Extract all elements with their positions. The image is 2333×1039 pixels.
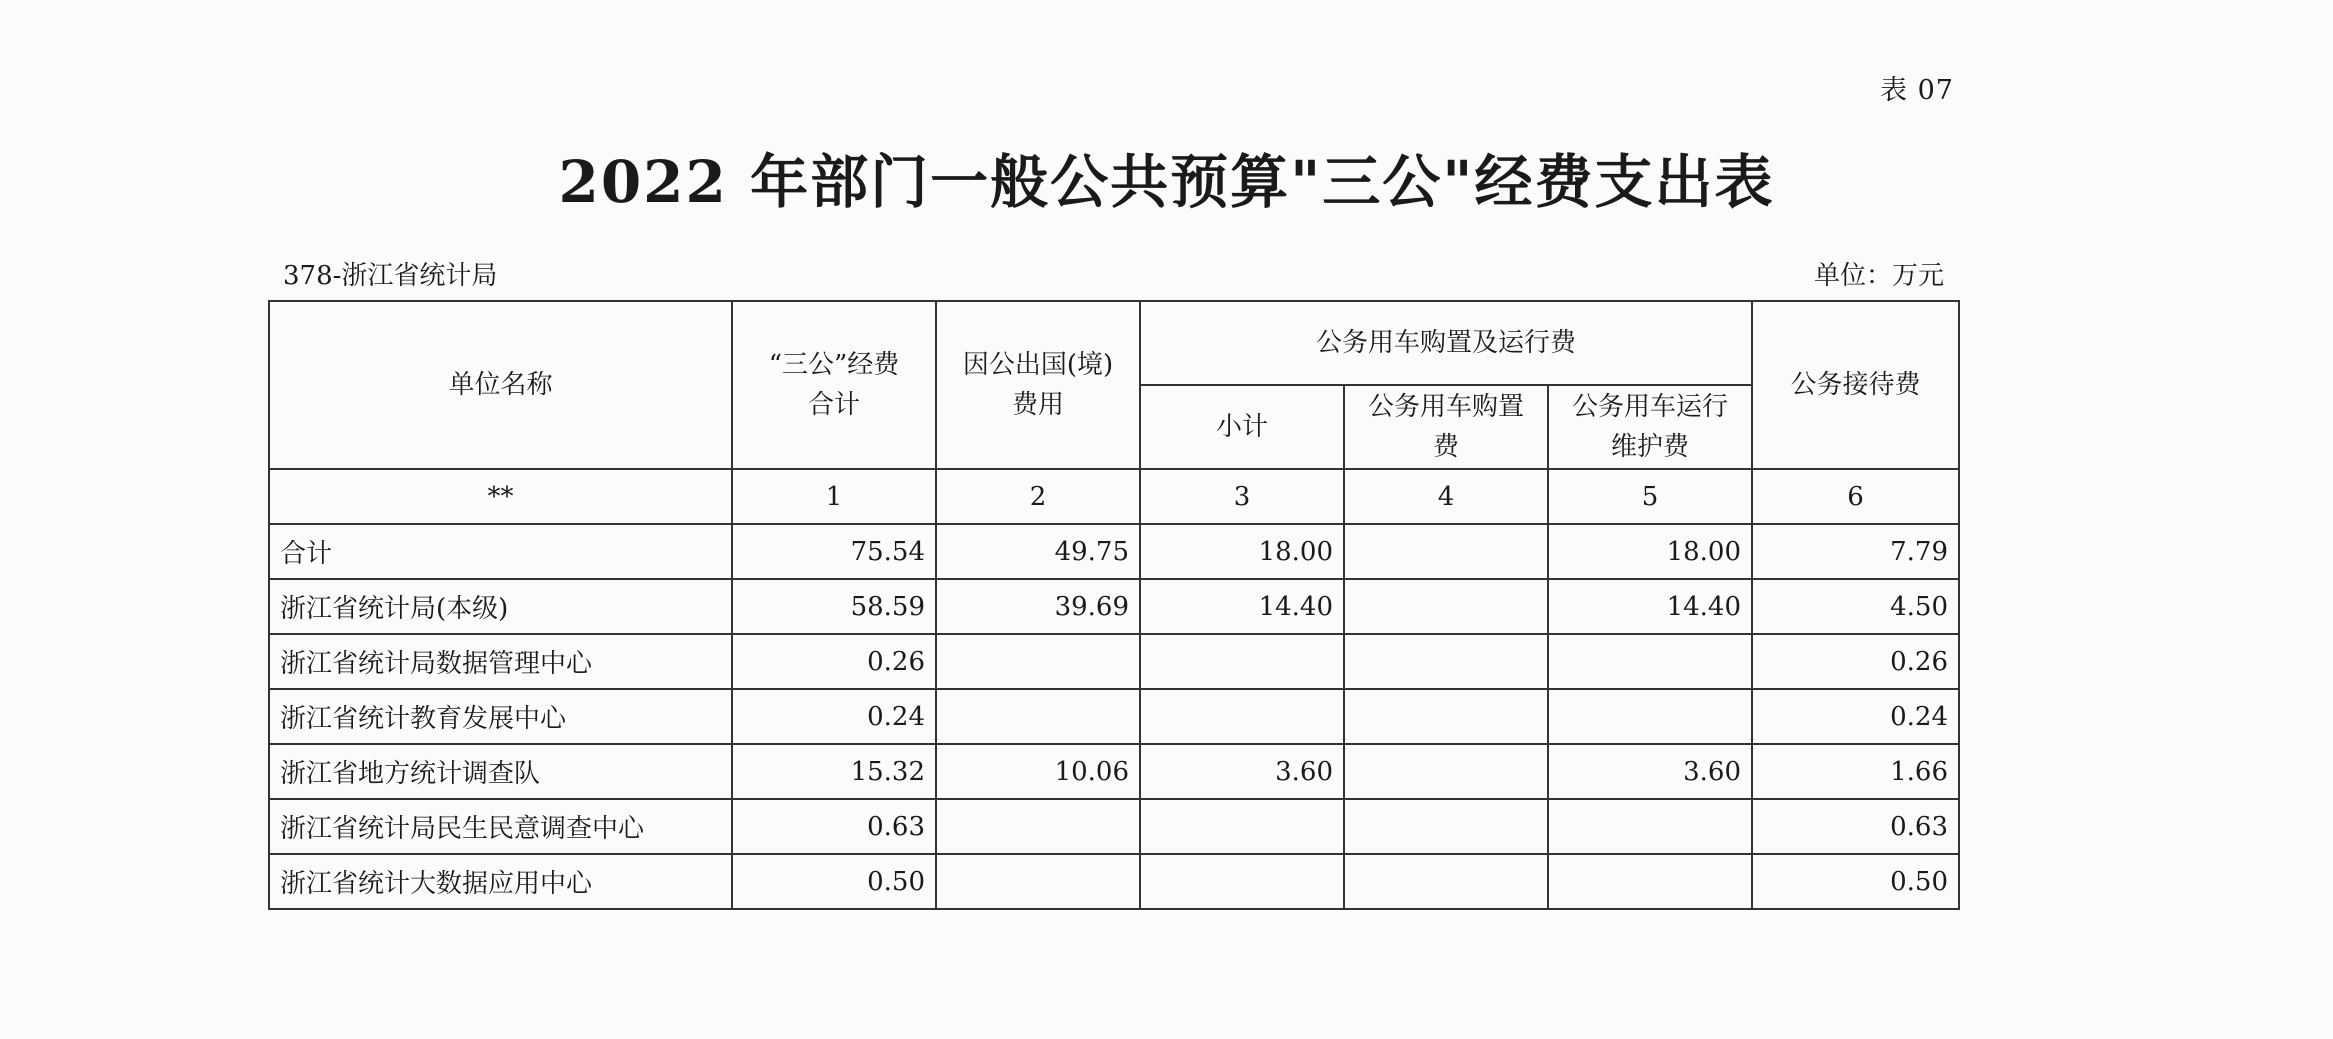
index-cell: 6: [1752, 469, 1959, 524]
abroad-cell: 10.06: [936, 744, 1140, 799]
subtotal-cell: [1140, 689, 1344, 744]
purchase-cell: [1344, 524, 1548, 579]
subtotal-cell: [1140, 854, 1344, 909]
index-cell: 5: [1548, 469, 1752, 524]
header-total: “三公”经费 合计: [732, 301, 936, 469]
subtotal-cell: 3.60: [1140, 744, 1344, 799]
operation-cell: 14.40: [1548, 579, 1752, 634]
operation-cell: [1548, 854, 1752, 909]
subtotal-cell: [1140, 634, 1344, 689]
header-subtotal: 小计: [1140, 385, 1344, 469]
header-vehicle-purchase: 公务用车购置 费: [1344, 385, 1548, 469]
unit-name-cell: 浙江省统计教育发展中心: [269, 689, 732, 744]
index-cell: 2: [936, 469, 1140, 524]
total-cell: 0.63: [732, 799, 936, 854]
total-cell: 0.24: [732, 689, 936, 744]
unit-label: 单位：万元: [1813, 261, 1944, 291]
table-row: [269, 689, 1959, 744]
total-cell: 75.54: [732, 524, 936, 579]
table-row: [269, 744, 1959, 799]
total-cell: 15.32: [732, 744, 936, 799]
page-title: 2022 年部门一般公共预算"三公"经费支出表: [558, 148, 1775, 216]
reception-cell: 0.26: [1752, 634, 1959, 689]
abroad-cell: 49.75: [936, 524, 1140, 579]
table-row: [269, 524, 1959, 579]
abroad-cell: 39.69: [936, 579, 1140, 634]
purchase-cell: [1344, 799, 1548, 854]
header-vehicle-group: 公务用车购置及运行费: [1140, 301, 1752, 385]
table-row: [269, 854, 1959, 909]
subtotal-cell: 14.40: [1140, 579, 1344, 634]
unit-name-cell: 合计: [269, 524, 732, 579]
reception-cell: 0.63: [1752, 799, 1959, 854]
purchase-cell: [1344, 744, 1548, 799]
header-row-1: [269, 301, 1959, 385]
subtotal-cell: 18.00: [1140, 524, 1344, 579]
reception-cell: 0.50: [1752, 854, 1959, 909]
abroad-cell: [936, 689, 1140, 744]
header-unit-name: 单位名称: [269, 301, 732, 469]
unit-name-cell: 浙江省地方统计调查队: [269, 744, 732, 799]
reception-cell: 7.79: [1752, 524, 1959, 579]
total-cell: 58.59: [732, 579, 936, 634]
table-row: [269, 634, 1959, 689]
operation-cell: 3.60: [1548, 744, 1752, 799]
department-label: 378-浙江省统计局: [283, 261, 498, 291]
total-cell: 0.50: [732, 854, 936, 909]
purchase-cell: [1344, 634, 1548, 689]
index-cell: 3: [1140, 469, 1344, 524]
operation-cell: [1548, 634, 1752, 689]
abroad-cell: [936, 854, 1140, 909]
purchase-cell: [1344, 854, 1548, 909]
reception-cell: 4.50: [1752, 579, 1959, 634]
unit-name-cell: 浙江省统计局数据管理中心: [269, 634, 732, 689]
unit-name-cell: 浙江省统计局民生民意调查中心: [269, 799, 732, 854]
operation-cell: [1548, 799, 1752, 854]
index-cell: 4: [1344, 469, 1548, 524]
abroad-cell: [936, 799, 1140, 854]
table-row: [269, 799, 1959, 854]
reception-cell: 0.24: [1752, 689, 1959, 744]
header-reception: 公务接待费: [1752, 301, 1959, 469]
operation-cell: [1548, 689, 1752, 744]
table-row: [269, 579, 1959, 634]
purchase-cell: [1344, 689, 1548, 744]
unit-name-cell: 浙江省统计大数据应用中心: [269, 854, 732, 909]
operation-cell: 18.00: [1548, 524, 1752, 579]
total-cell: 0.26: [732, 634, 936, 689]
subtotal-cell: [1140, 799, 1344, 854]
index-cell: 1: [732, 469, 936, 524]
header-vehicle-operation: 公务用车运行 维护费: [1548, 385, 1752, 469]
header-abroad: 因公出国(境) 费用: [936, 301, 1140, 469]
table-number: 表 07: [1880, 75, 1954, 106]
index-cell: **: [269, 469, 732, 524]
unit-name-cell: 浙江省统计局(本级): [269, 579, 732, 634]
expense-table: [268, 300, 1960, 910]
abroad-cell: [936, 634, 1140, 689]
index-row: [269, 469, 1959, 524]
purchase-cell: [1344, 579, 1548, 634]
reception-cell: 1.66: [1752, 744, 1959, 799]
